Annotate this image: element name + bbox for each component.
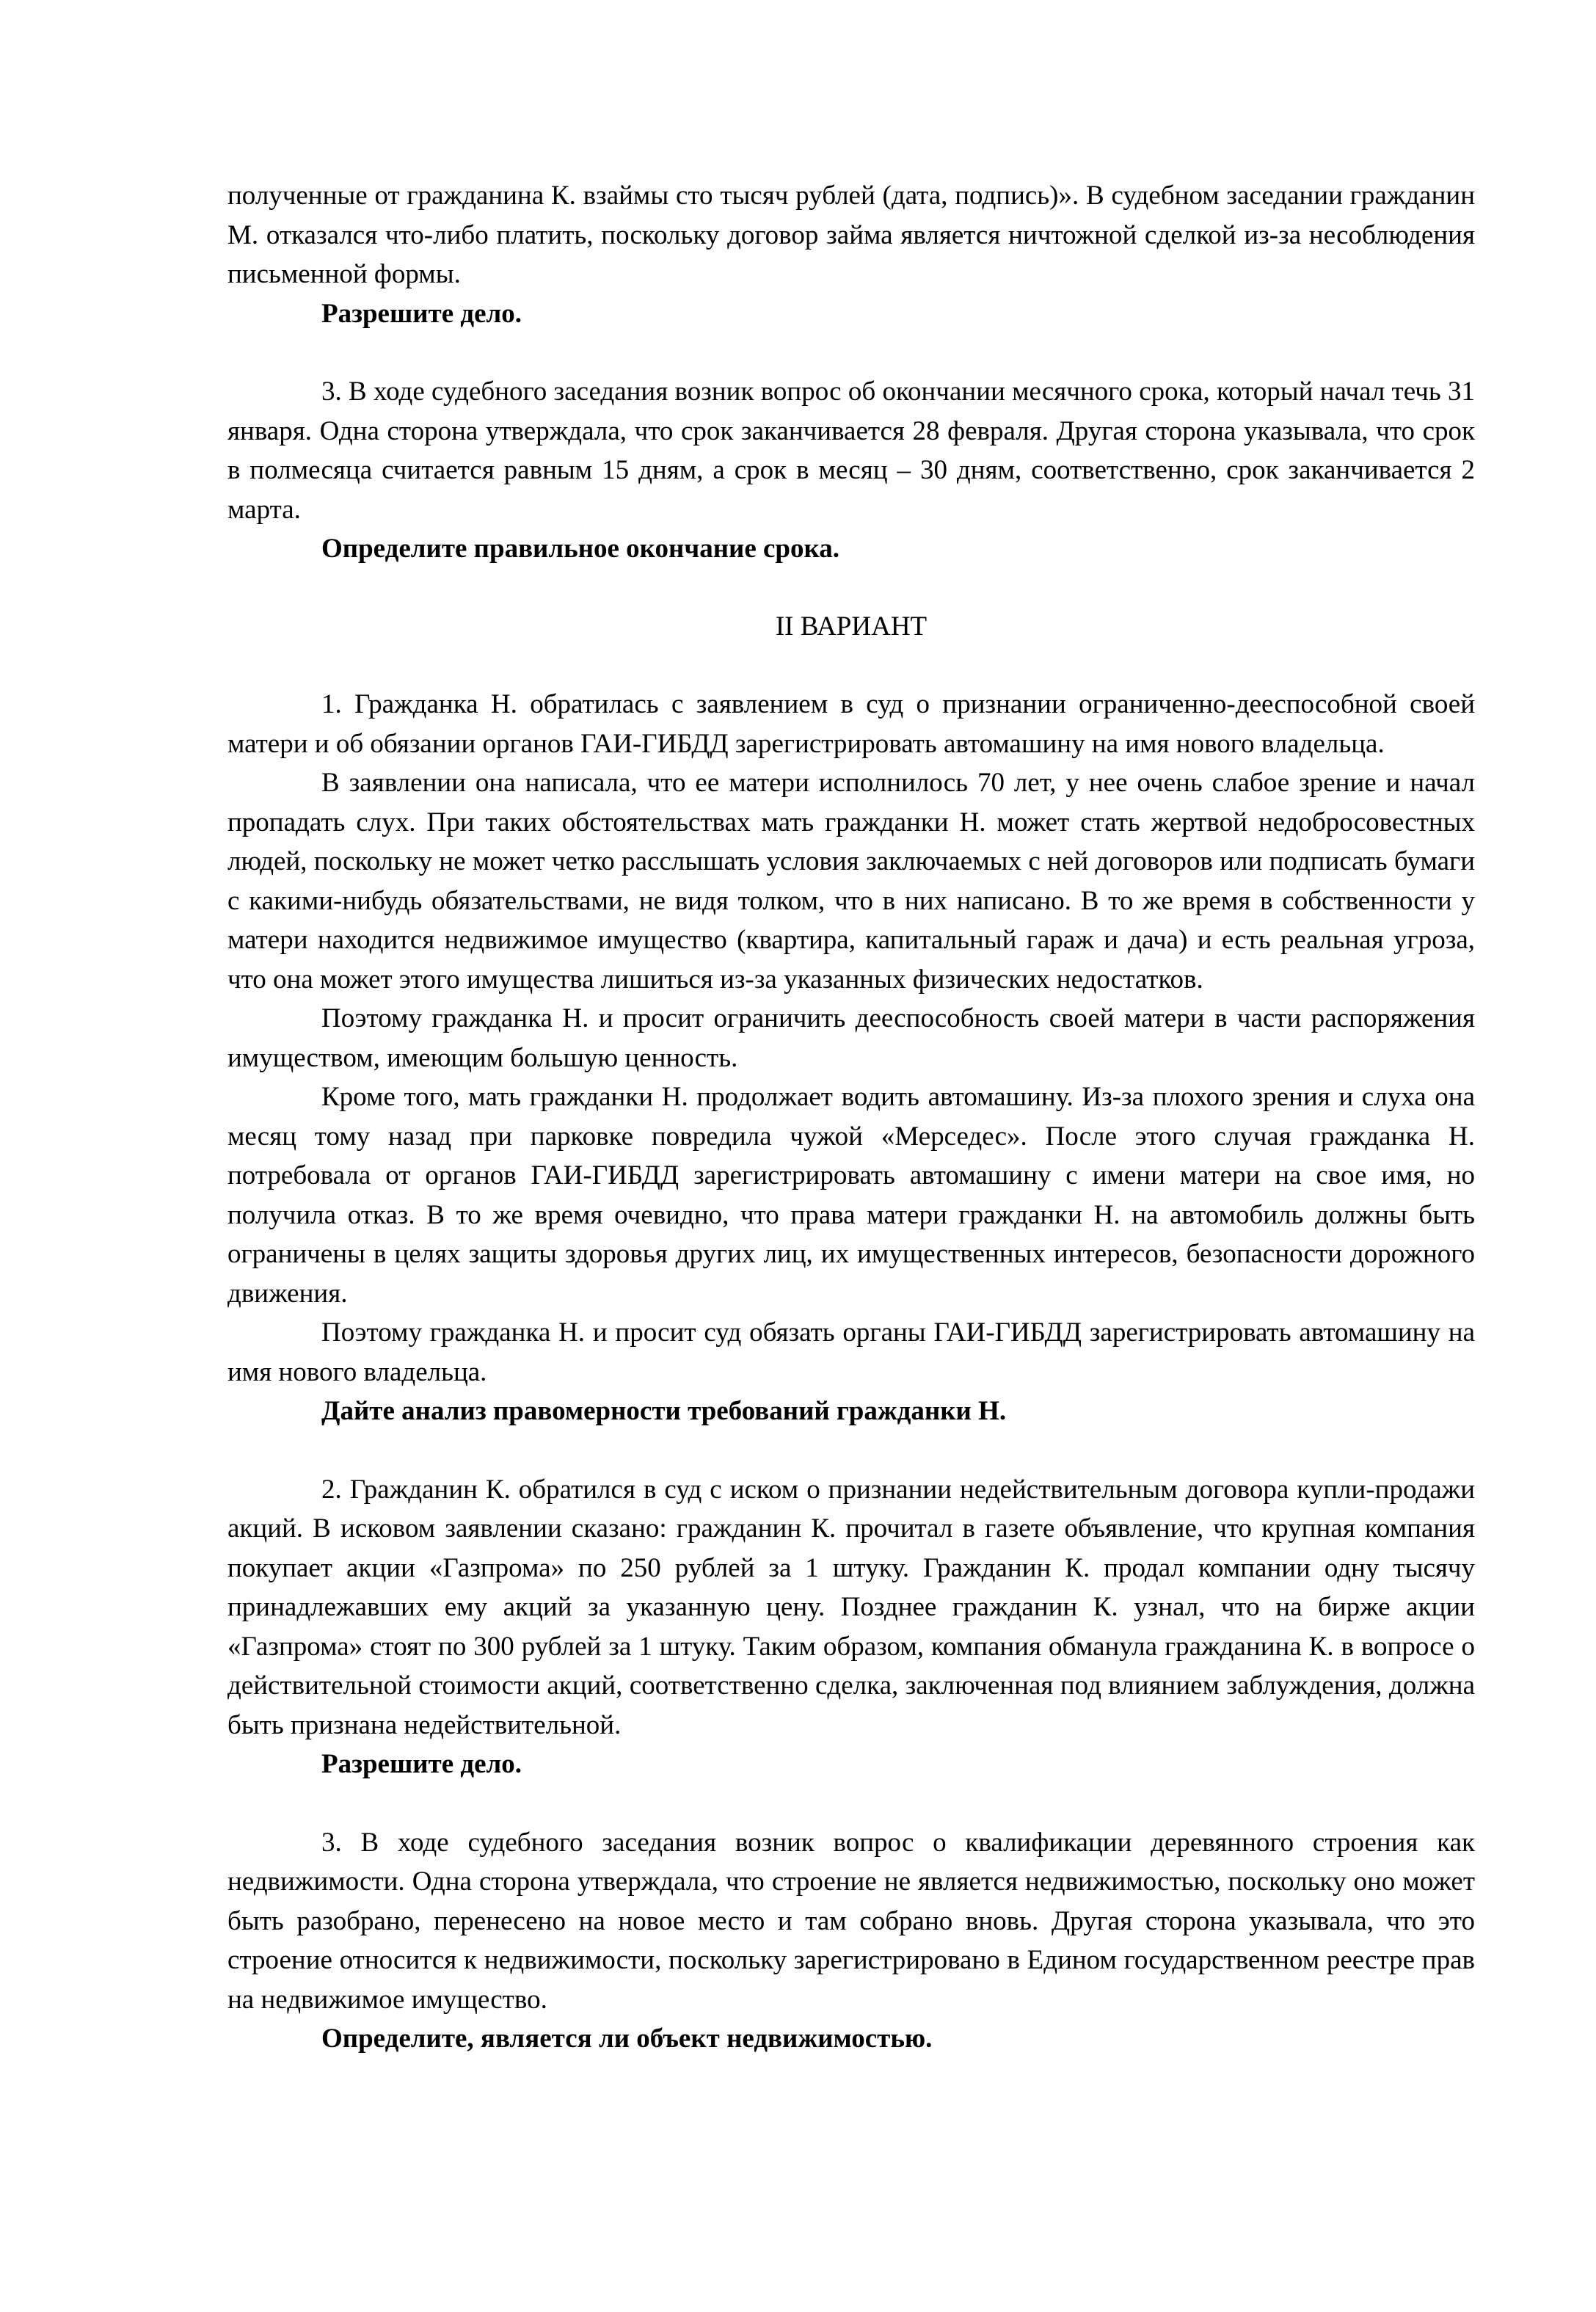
carryover-paragraph: полученные от гражданина К. взаймы сто тысяч рублей (дата, подпись)». В судебном заседании гражданин М. отказался что-либо платить, поскольку договор займа является ничтожной сделкой из-за несоблюдения письменной формы. [227,181,1475,289]
variant2-task1-paragraph-3: Поэтому гражданка Н. и просит ограничить дееспособность своей матери в части распоряжения имуществом, имеющим большую ценность. [227,1003,1475,1073]
task-question: Определите, является ли объект недвижимостью. [321,2024,933,2054]
variant2-task2-paragraph: 2. Гражданин К. обратился в суд с иском о признании недействительным договора купли-продажи акций. В исковом заявлении сказано: гражданин К. прочитал в газете объявление, что крупная компания покупает акции «Газпрома» по 250 рублей за 1 штуку. Гражданин К. продал компании одну тысячу принадлежавших ему акций за указанную цену. Позднее гражданин К. узнал, что на бирже акции «Газпрома» стоят по 300 рублей за 1 штуку. Таким образом, компания обманула гражданина К. в вопросе о действительной стоимости акций, соответственно сделка, заключенная под влиянием заблуждения, должна быть признана недействительной. [227,1474,1475,1740]
variant2-task3-paragraph: 3. В ходе судебного заседания возник вопрос о квалификации деревянного строения как недвижимости. Одна сторона утверждала, что строение не является недвижимостью, поскольку оно может быть разобрано, перенесено на новое место и там собрано вновь. Другая сторона указывала, что это строение относится к недвижимости, поскольку зарегистрировано в Едином государственном реестре прав на недвижимое имущество. [227,1827,1475,2015]
task-question: Дайте анализ правомерности требований гражданки Н. [321,1396,1007,1426]
variant1-task3-paragraph: 3. В ходе судебного заседания возник вопрос об окончании месячного срока, который начал течь 31 января. Одна сторона утверждала, что срок заканчивается 28 февраля. Другая сторона указывала, что срок в полмесяца считается равным 15 дням, а срок в месяц – 30 дням, соответственно, срок заканчивается 2 марта. [227,377,1475,525]
task-question: Определите правильное окончание срока. [321,534,840,564]
variant-heading: II ВАРИАНТ [775,611,928,641]
variant2-task1-paragraph-4: Кроме того, мать гражданки Н. продолжает водить автомашину. Из-за плохого зрения и слуха она месяц тому назад при парковке повредила чужой «Мерседес». После этого случая гражданка Н. потребовала от органов ГАИ-ГИБДД зарегистрировать автомашину с имени матери на свое имя, но получила отказ. В то же время очевидно, что права матери гражданки Н. на автомобиль должны быть ограничены в целях защиты здоровья других лиц, их имущественных интересов, безопасности дорожного движения. [227,1082,1475,1309]
variant2-task1-paragraph-2: В заявлении она написала, что ее матери исполнилось 70 лет, у нее очень слабое зрение и начал пропадать слух. При таких обстоятельствах мать гражданки Н. может стать жертвой недобросовестных людей, поскольку не может четко расслышать условия заключаемых с ней договоров или подписать бумаги с какими-нибудь обязательствами, не видя толком, что в них написано. В то же время в собственности у матери находится недвижимое имущество (квартира, капитальный гараж и дача) и есть реальная угроза, что она может этого имущества лишиться из-за указанных физических недостатков. [227,768,1475,995]
task-question: Разрешите дело. [321,298,522,329]
text-column [227,176,1475,2059]
variant2-task1-paragraph-1: 1. Гражданка Н. обратилась с заявлением в суд о признании ограниченно-дееспособной своей матери и об обязании органов ГАИ-ГИБДД зарегистрировать автомашину на имя нового владельца. [227,689,1475,759]
task-question: Разрешите дело. [321,1749,522,1779]
variant2-task1-paragraph-5: Поэтому гражданка Н. и просит суд обязать органы ГАИ-ГИБДД зарегистрировать автомашину на имя нового владельца. [227,1317,1475,1387]
